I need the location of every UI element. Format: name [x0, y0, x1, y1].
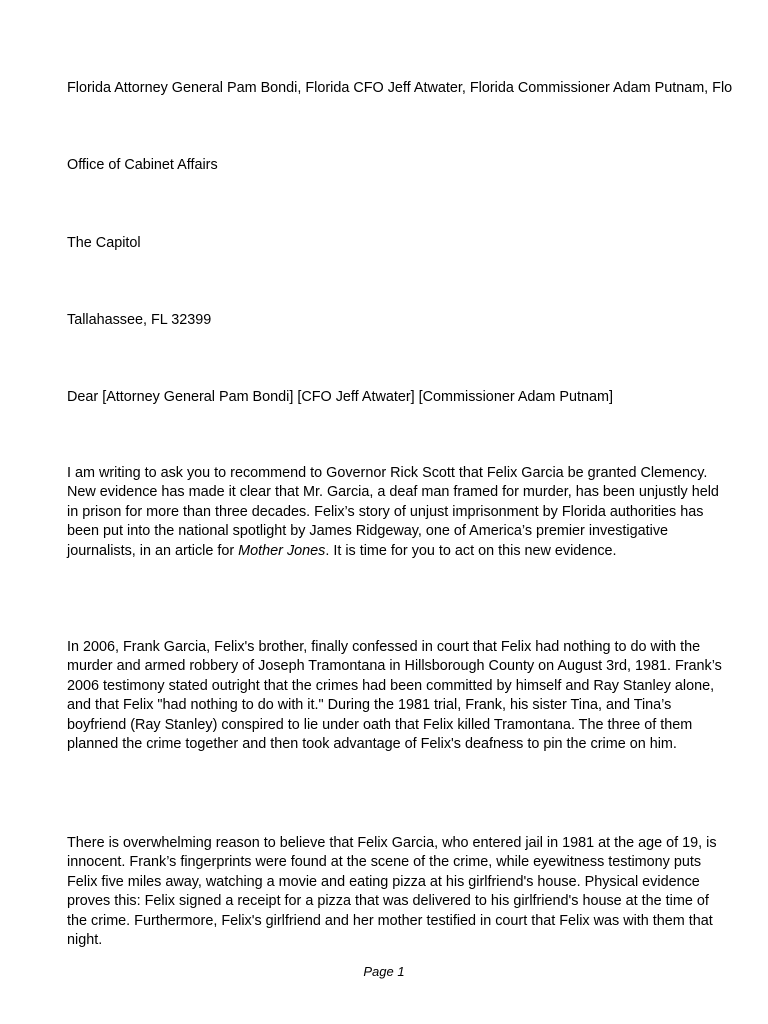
paragraph-1-text: I am writing to ask you to recommend to Governor Rick Scott that Felix Garcia be granted Clemency. New evidence has made it clear that Mr. Garcia, a deaf man framed for murder, has been unjustly held in prison for more than three decades. Felix’s story of unjust imprisonment by Florida authorities has been put into the national spotlight by James Ridgeway, one of America’s premier investigative journalists, in an article for: [67, 465, 719, 559]
publication-title: Mother Jones: [238, 542, 326, 559]
paragraph-1-text-end: . It is time for you to act on this new evidence.: [325, 542, 617, 559]
page-number: Page 1: [363, 964, 405, 979]
salutation: Dear [Attorney General Pam Bondi] [CFO Jeff Atwater] [Commissioner Adam Putnam]: [67, 389, 613, 405]
paragraph-3-text: There is overwhelming reason to believe that Felix Garcia, who entered jail in 1981 at the age of 19, is innocent. Frank’s fingerprints were found at the scene of the crime, while eyewitness testimony puts Felix five miles away, watching a movie and eating pizza at his girlfriend's house. Physical evidence proves this: Felix signed a receipt for a pizza that was delivered to his girlfriend's house at the time of the crime. Furthermore, Felix's girlfriend and her mother testified in court that Felix was with them that night.: [67, 835, 717, 949]
recipients-line: Florida Attorney General Pam Bondi, Florida CFO Jeff Atwater, Florida Commissioner Adam Putnam, Flo: [67, 80, 733, 96]
paragraph-3: [67, 834, 727, 950]
paragraph-2: [67, 638, 727, 754]
address-office: Office of Cabinet Affairs: [67, 157, 218, 173]
paragraph-1: [67, 464, 727, 561]
address-building: The Capitol: [67, 235, 141, 251]
address-city-state-zip: Tallahassee, FL 32399: [67, 312, 212, 328]
paragraph-2-text: In 2006, Frank Garcia, Felix's brother, finally confessed in court that Felix had nothing to do with the murder and armed robbery of Joseph Tramontana in Hillsborough County on August 3rd, 1981. Frank’s 2006 testimony stated outright that the crimes had been committed by himself and Ray Stanley alone, and that Felix "had nothing to do with it." During the 1981 trial, Frank, his sister Tina, and Tina’s boyfriend (Ray Stanley) conspired to lie under oath that Felix killed Tramontana. The three of them planned the crime together and then took advantage of Felix's deafness to pin the crime on him.: [67, 639, 722, 753]
